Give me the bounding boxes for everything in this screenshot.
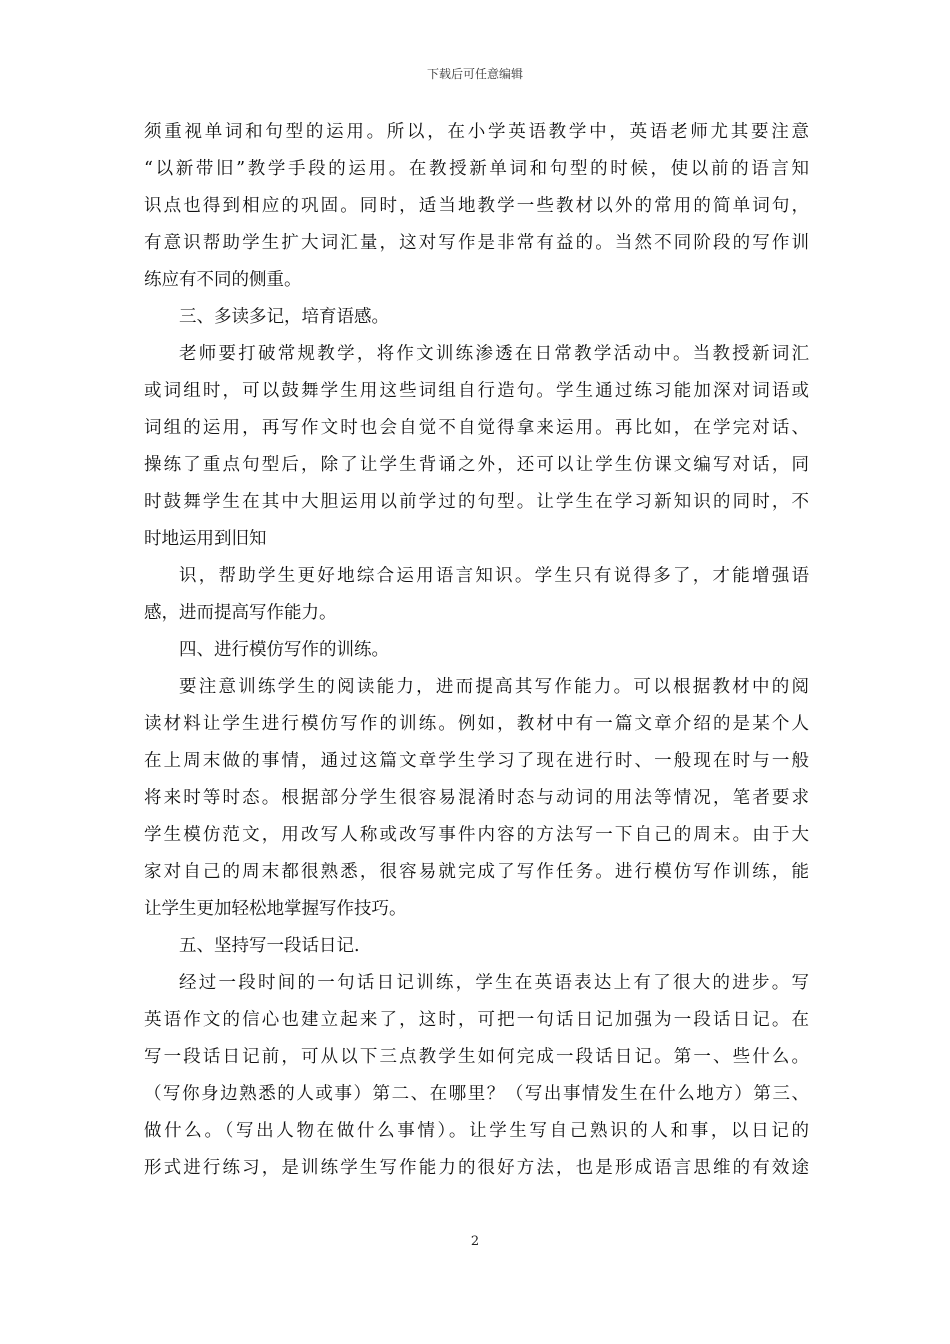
text-line: （写你身边熟悉的人或事）第二、在哪里？（写出事情发生在什么地方）第三、	[144, 1084, 809, 1104]
text-line: 家对自己的周末都很熟悉，很容易就完成了写作任务。进行模仿写作训练，能	[144, 862, 809, 882]
text-line: 在上周末做的事情，通过这篇文章学生学习了现在进行时、一般现在时与一般	[144, 751, 809, 771]
text-line: 写一段话日记前，可从以下三点教学生如何完成一段话日记。第一、些什么。	[144, 1047, 809, 1067]
paragraph	[144, 558, 809, 632]
paragraph	[144, 965, 809, 1187]
text-line: 要注意训练学生的阅读能力，进而提高其写作能力。可以根据教材中的阅	[179, 677, 809, 697]
text-line: 英语作文的信心也建立起来了，这时，可把一句话日记加强为一段话日记。在	[144, 1010, 809, 1030]
text-line: 操练了重点句型后，除了让学生背诵之外，还可以让学生仿课文编写对话，同	[144, 455, 809, 475]
text-line: 有意识帮助学生扩大词汇量，这对写作是非常有益的。当然不同阶段的写作训	[144, 233, 809, 253]
section-heading	[144, 299, 809, 336]
text-line: “以新带旧”教学手段的运用。在教授新单词和句型的时候，使以前的语言知	[144, 159, 809, 179]
text-line: 时鼓舞学生在其中大胆运用以前学过的句型。让学生在学习新知识的同时，不	[144, 492, 809, 512]
text-line: 形式进行练习，是训练学生写作能力的很好方法，也是形成语言思维的有效途	[144, 1158, 809, 1178]
text-line: 三、多读多记，培育语感。	[179, 307, 389, 327]
text-line: 做什么。（写出人物在做什么事情）。让学生写自己熟识的人和事，以日记的	[144, 1121, 809, 1141]
document-body	[144, 114, 809, 1187]
text-line: 四、进行模仿写作的训练。	[179, 640, 389, 660]
text-line: 读材料让学生进行模仿写作的训练。例如，教材中有一篇文章介绍的是某个人	[144, 714, 809, 734]
page-header: 下载后可任意编辑	[426, 67, 523, 81]
paragraph	[144, 114, 809, 299]
text-line: 识，帮助学生更好地综合运用语言知识。学生只有说得多了，才能增强语	[179, 566, 809, 586]
text-line: 感，进而提高写作能力。	[144, 603, 337, 623]
text-line: 五、坚持写一段话日记.	[179, 936, 360, 956]
paragraph	[144, 669, 809, 928]
text-line: 或词组时，可以鼓舞学生用这些词组自行造句。学生通过练习能加深对词语或	[144, 381, 809, 401]
page-number: 2	[470, 1234, 480, 1249]
text-line: 须重视单词和句型的运用。所以，在小学英语教学中，英语老师尤其要注意	[144, 122, 809, 142]
section-heading	[144, 928, 809, 965]
text-line: 时地运用到旧知	[144, 529, 267, 549]
text-line: 经过一段时间的一句话日记训练，学生在英语表达上有了很大的进步。写	[179, 973, 809, 993]
text-line: 识点也得到相应的巩固。同时，适当地教学一些教材以外的常用的简单词句，	[144, 196, 809, 216]
text-line: 老师要打破常规教学，将作文训练渗透在日常教学活动中。当教授新词汇	[179, 344, 809, 364]
paragraph	[144, 336, 809, 558]
text-line: 练应有不同的侧重。	[144, 270, 302, 290]
text-line: 学生模仿范文，用改写人称或改写事件内容的方法写一下自己的周末。由于大	[144, 825, 809, 845]
text-line: 词组的运用，再写作文时也会自觉不自觉得拿来运用。再比如，在学完对话、	[144, 418, 809, 438]
text-line: 让学生更加轻松地掌握写作技巧。	[144, 899, 407, 919]
text-line: 将来时等时态。根据部分学生很容易混淆时态与动词的用法等情况，笔者要求	[144, 788, 809, 808]
section-heading	[144, 632, 809, 669]
